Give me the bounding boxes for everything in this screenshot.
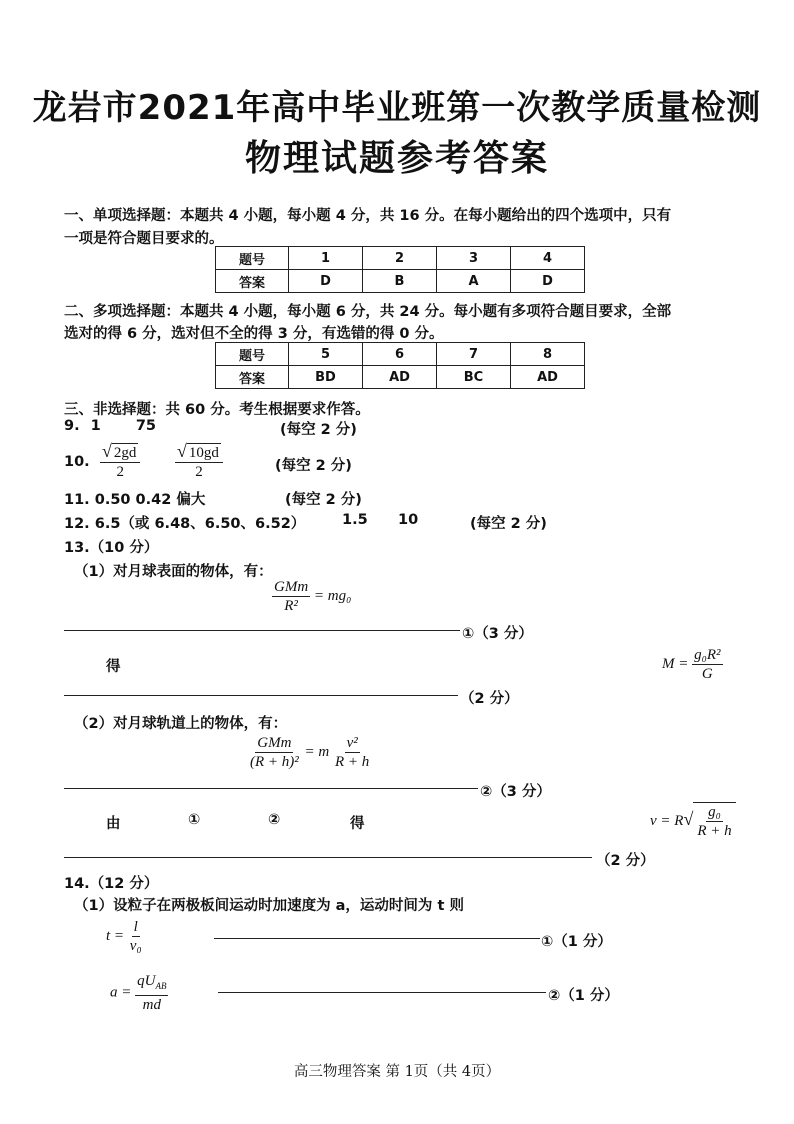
document-title: 龙岩市2021年高中毕业班第一次教学质量检测: [32, 88, 762, 128]
table-cell: 1: [289, 247, 363, 270]
table-header-cell: 题号: [216, 247, 289, 270]
q12-answer-2: 1.5: [342, 512, 368, 528]
table-cell: 2: [363, 247, 437, 270]
table-cell: BC: [437, 366, 511, 389]
q13-mark-1: ①（3 分）: [462, 626, 533, 642]
q13-circle-2: ②: [268, 812, 281, 828]
q14-eq2-numerator: qU: [137, 973, 156, 989]
q14-eq2-lhs: a =: [110, 984, 132, 1001]
table-cell: 6: [363, 343, 437, 366]
q14-eq2-subscript: AB: [155, 981, 167, 991]
table-cell: 8: [511, 343, 585, 366]
q14-eq2-denominator: md: [142, 997, 161, 1013]
document-subtitle: 物理试题参考答案: [244, 138, 549, 179]
q13-eq2-denominator: G: [701, 666, 713, 682]
q13-eq3-denominator: (R + h)²: [250, 754, 299, 770]
q13-part2: （2）对月球轨道上的物体，有：: [74, 716, 288, 732]
section2-answer-table: [215, 342, 585, 389]
q14-eq1-lhs: t =: [106, 927, 125, 944]
section2-line1: 二、多项选择题：本题共 4 小题，每小题 6 分，共 24 分。每小题有多项符合题目要求，全部: [64, 304, 672, 320]
answer-leader-line: [64, 630, 460, 631]
q10-score: (每空 2 分): [275, 458, 352, 474]
q13-eq1-rhs: = mg₀: [313, 587, 352, 604]
q13-you: 由: [106, 816, 121, 832]
q13-eq2-lhs: M =: [662, 655, 689, 672]
q9-answer-2: 75: [135, 418, 157, 434]
table-cell: 5: [289, 343, 363, 366]
q9-row: [64, 418, 156, 434]
q14-label: 14.（12 分）: [64, 876, 159, 892]
section1-line2: 一项是符合题目要求的。: [64, 231, 224, 247]
table-header-cell: 题号: [216, 343, 289, 366]
q14-equation-2: [110, 972, 168, 1014]
table-cell: AD: [511, 366, 585, 389]
q13-eq4-numerator: g₀: [708, 804, 721, 820]
q14-part1: （1）设粒子在两极板间运动时加速度为 a，运动时间为 t 则: [74, 898, 464, 914]
q13-eq3-numerator: GMm: [257, 735, 292, 751]
q10-answer-1: $\frac{√ 2gd}{2}$: [100, 442, 140, 481]
table-cell: D: [511, 270, 585, 293]
q10-denominator-1: 2: [116, 464, 124, 480]
answer-leader-line: [214, 938, 540, 939]
q10-denominator-2: 2: [195, 464, 203, 480]
q13-eq3-mid: = m: [304, 743, 330, 760]
section2-line2: 选对的得 6 分，选对但不全的得 3 分，有选错的得 0 分。: [64, 326, 444, 342]
q13-eq3-denominator-2: R + h: [335, 754, 370, 770]
q9-score: (每空 2 分): [280, 422, 357, 438]
q12-text: 12. 6.5（或 6.48、6.50、6.52）: [64, 516, 306, 532]
table-cell: AD: [363, 366, 437, 389]
q13-eq4-denominator: R + h: [697, 823, 732, 839]
q10-radicand-2: 10gd: [188, 445, 219, 461]
q11-text: 11. 0.50 0.42 偏大: [64, 492, 206, 508]
table-cell: 3: [437, 247, 511, 270]
section1-line1: 一、单项选择题：本题共 4 小题，每小题 4 分，共 16 分。在每小题给出的四个选项中，只有: [64, 208, 672, 224]
q13-part1: （1）对月球表面的物体，有：: [74, 564, 273, 580]
answer-leader-line: [64, 788, 478, 789]
answer-leader-line: [218, 992, 546, 993]
q13-equation-3: [248, 734, 371, 771]
table-row: [216, 366, 585, 389]
q13-eq3-numerator-2: v²: [346, 735, 358, 751]
table-cell: A: [437, 270, 511, 293]
page-footer: 高三物理答案 第 1页（共 4页）: [293, 1064, 501, 1080]
q14-equation-1: [106, 918, 144, 955]
section3-heading: 三、非选择题：共 60 分。考生根据要求作答。: [64, 402, 370, 418]
q13-eq1-numerator: GMm: [274, 579, 309, 595]
table-header-cell: 答案: [216, 270, 289, 293]
q10-answer-2: $\frac{√ 10gd}{2}$: [175, 442, 223, 481]
q10-radicand-1: 2gd: [113, 445, 137, 461]
q12-score: (每空 2 分): [470, 516, 547, 532]
q14-eq1-numerator: l: [133, 919, 138, 935]
table-cell: 4: [511, 247, 585, 270]
q13-label: 13.（10 分）: [64, 540, 159, 556]
q13-equation-4: v = R√ $\frac{\text{g₀}}{R + h}$: [650, 802, 736, 840]
table-row: [216, 343, 585, 366]
q14-mark-1: ①（1 分）: [541, 934, 612, 950]
q13-de: 得: [106, 659, 121, 675]
q13-equation-2: [662, 646, 723, 683]
table-cell: BD: [289, 366, 363, 389]
q13-eq4-lhs: v = R: [650, 812, 684, 829]
q14-mark-2: ②（1 分）: [548, 988, 619, 1004]
table-row: [216, 247, 585, 270]
q14-eq1-denominator: v₀: [129, 938, 142, 954]
table-cell: B: [363, 270, 437, 293]
q13-equation-1: [272, 578, 351, 615]
table-row: [216, 270, 585, 293]
table-cell: D: [289, 270, 363, 293]
q13-de-2: 得: [350, 816, 365, 832]
q13-eq2-numerator: g₀R²: [694, 647, 721, 663]
q13-mark-3: ②（3 分）: [480, 784, 551, 800]
q9-label: 9.: [64, 418, 80, 434]
table-header-cell: 答案: [216, 366, 289, 389]
q9-answer-1: 1: [90, 418, 101, 434]
q13-eq1-denominator: R²: [284, 598, 298, 614]
q12-answer-3: 10: [398, 512, 419, 528]
q10-label: 10.: [64, 454, 90, 470]
answer-leader-line: [64, 695, 458, 696]
q13-circle-1: ①: [188, 812, 201, 828]
answer-leader-line: [64, 857, 592, 858]
q13-mark-4: （2 分）: [596, 853, 655, 869]
section1-answer-table: [215, 246, 585, 293]
q13-mark-2: （2 分）: [460, 691, 519, 707]
table-cell: 7: [437, 343, 511, 366]
q11-score: (每空 2 分): [285, 492, 362, 508]
